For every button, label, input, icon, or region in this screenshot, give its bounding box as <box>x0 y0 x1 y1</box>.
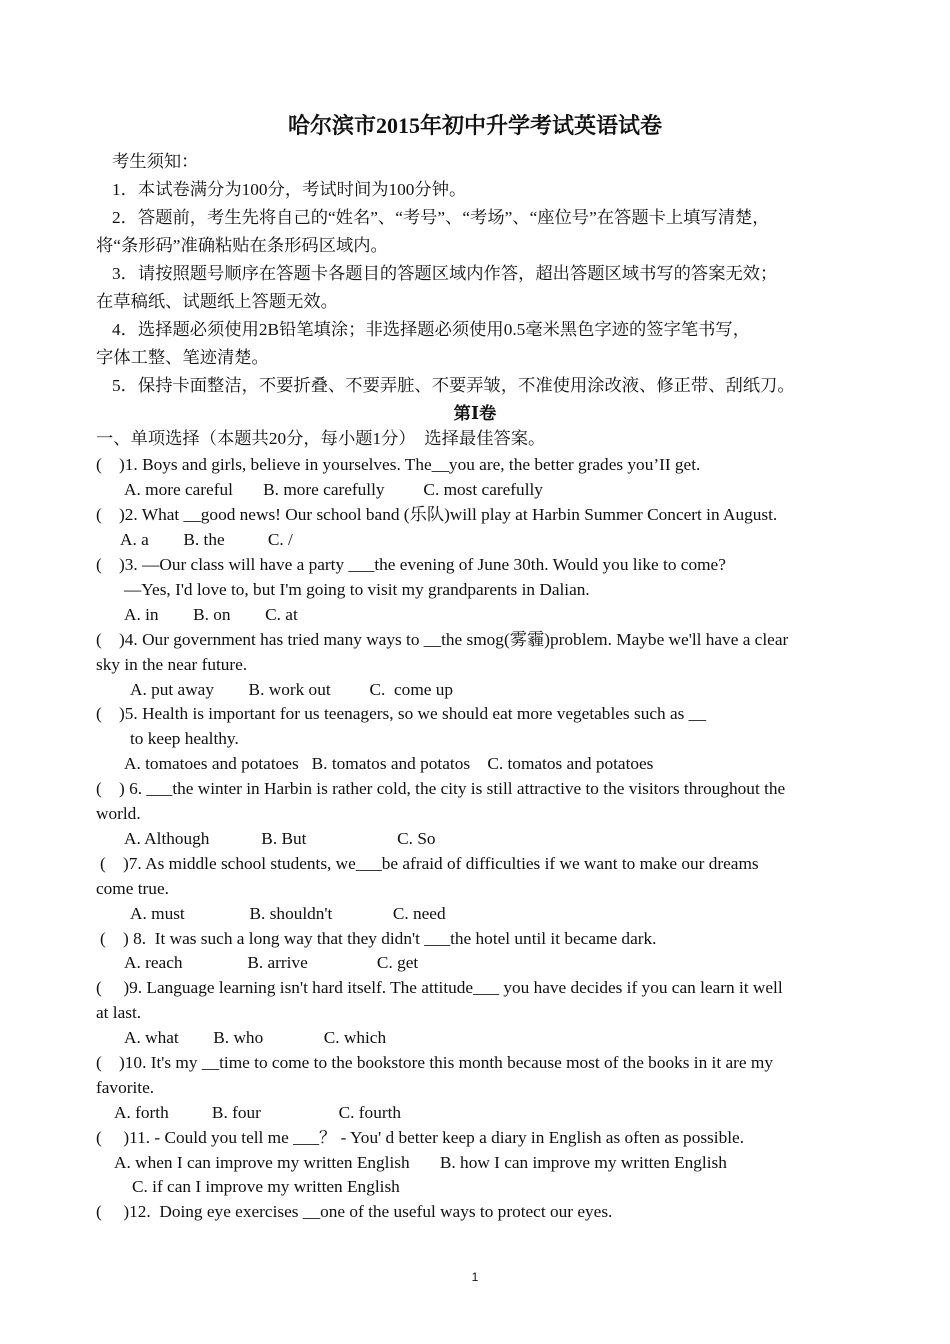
notice-item: 5．保持卡面整洁，不要折叠、不要弄脏、不要弄皱，不准使用涂改液、修正带、刮纸刀。 <box>112 376 795 395</box>
volume-title: 第Ⅰ卷 <box>453 404 497 423</box>
question-line: ( )3. —Our class will have a party ___the evening of June 30th. Would you like to come? <box>96 555 726 574</box>
question-line: ( )10. It's my __time to come to the bookstore this month because most of the books in it are my <box>96 1053 773 1072</box>
answer-options: A. a B. the C. / <box>120 530 293 549</box>
notice-item: 1．本试卷满分为100分，考试时间为100分钟。 <box>112 180 467 199</box>
answer-options: A. more careful B. more carefully C. most carefully <box>124 480 543 499</box>
notice-item: 字体工整、笔迹清楚。 <box>96 348 269 367</box>
question-line: ( )7. As middle school students, we___be afraid of difficulties if we want to make our dreams <box>100 854 759 873</box>
notice-heading: 考生须知： <box>112 152 199 171</box>
exam-title: 哈尔滨市2015年初中升学考试英语试卷 <box>287 113 662 138</box>
question-line: ( )2. What __good news! Our school band (乐队)will play at Harbin Summer Concert in August. <box>96 505 778 524</box>
answer-options: A. when I can improve my written English B. how I can improve my written English <box>114 1153 727 1172</box>
answer-options: A. reach B. arrive C. get <box>124 953 419 972</box>
question-line: ( )11. - Could you tell me ___？ - You' d better keep a diary in English as often as possible. <box>96 1128 745 1147</box>
answer-options: A. tomatoes and potatoes B. tomatos and potatos C. tomatos and potatoes <box>124 754 654 773</box>
question-line: —Yes, I'd love to, but I'm going to visit my grandparents in Dalian. <box>124 580 590 599</box>
answer-options: C. if can I improve my written English <box>132 1177 400 1196</box>
page-number: 1 <box>471 1270 479 1284</box>
notice-item: 3．请按照题号顺序在答题卡各题目的答题区域内作答，超出答题区域书写的答案无效； <box>112 264 778 283</box>
notice-item: 将“条形码”准确粘贴在条形码区域内。 <box>96 236 388 255</box>
notice-item: 4．选择题必须使用2B铅笔填涂；非选择题必须使用0.5毫米黑色字迹的签字笔书写， <box>112 320 750 339</box>
answer-options: A. what B. who C. which <box>124 1028 387 1047</box>
question-line: ( )5. Health is important for us teenagers, so we should eat more vegetables such as __ <box>96 704 706 723</box>
notice-item: 2．答题前，考生先将自己的“姓名”、“考号”、“考场”、“座位号”在答题卡上填写清楚， <box>112 208 770 227</box>
question-line: ( )12. Doing eye exercises __one of the useful ways to protect our eyes. <box>96 1202 613 1221</box>
answer-options: A. must B. shouldn't C. need <box>130 904 446 923</box>
question-line: ( )4. Our government has tried many ways to __the smog(雾霾)problem. Maybe we'll have a clear <box>96 630 789 649</box>
answer-options: A. Although B. But C. So <box>124 829 436 848</box>
question-line: world. <box>96 804 141 823</box>
question-line: to keep healthy. <box>130 729 239 748</box>
section-heading: 一、单项选择（本题共20分，每小题1分） 选择最佳答案。 <box>96 429 546 448</box>
question-line: ( )9. Language learning isn't hard itself. The attitude___ you have decides if you can learn it well <box>96 978 783 997</box>
answer-options: A. in B. on C. at <box>124 605 298 624</box>
question-line: ( ) 6. ___the winter in Harbin is rather cold, the city is still attractive to the visitors throughout the <box>96 779 786 798</box>
question-line: ( )1. Boys and girls, believe in yourselves. The__you are, the better grades you’II get. <box>96 455 701 474</box>
answer-options: A. forth B. four C. fourth <box>114 1103 402 1122</box>
question-line: ( ) 8. It was such a long way that they didn't ___the hotel until it became dark. <box>100 929 657 948</box>
question-line: at last. <box>96 1003 142 1022</box>
question-line: favorite. <box>96 1078 155 1097</box>
question-line: come true. <box>96 879 169 898</box>
answer-options: A. put away B. work out C. come up <box>130 680 454 699</box>
notice-item: 在草稿纸、试题纸上答题无效。 <box>96 292 338 311</box>
question-line: sky in the near future. <box>96 655 248 674</box>
